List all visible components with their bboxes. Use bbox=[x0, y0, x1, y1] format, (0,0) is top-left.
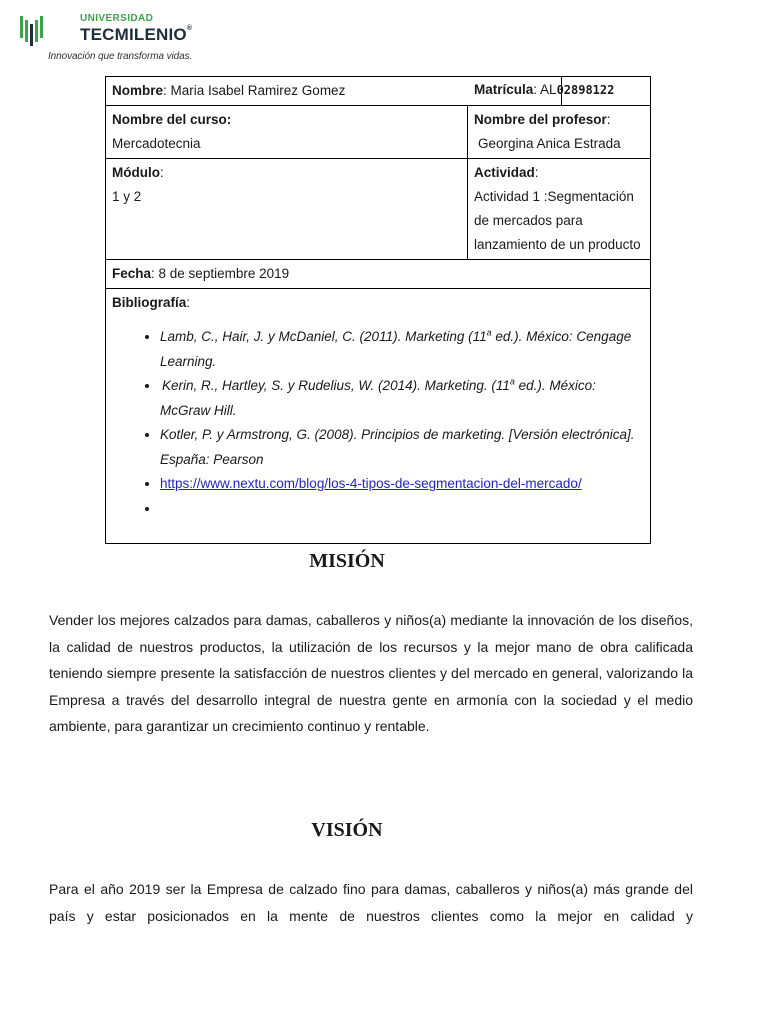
row-curso bbox=[106, 106, 651, 159]
modulo-value: 1 y 2 bbox=[112, 189, 142, 204]
bib-item-text: Lamb, C., Hair, J. y McDaniel, C. (2011). Marketing (11 bbox=[160, 329, 487, 344]
bibliography-list bbox=[112, 325, 644, 521]
bib-item-text: Kerin, R., Hartley, S. y Rudelius, W. (2014). Marketing. (11 bbox=[162, 378, 510, 393]
mision-title: MISIÓN bbox=[309, 550, 385, 572]
vision-title: VISIÓN bbox=[311, 819, 383, 841]
bib-item-2 bbox=[160, 423, 644, 472]
bib-item-text-end: ed.). México: Cengage Learning. bbox=[160, 329, 632, 369]
modulo-label: Módulo bbox=[112, 165, 160, 180]
row-bibliografia bbox=[106, 289, 651, 544]
cell-actividad bbox=[468, 159, 651, 260]
vision-text: Para el año 2019 ser la Empresa de calzado fino para damas, caballeros y niños(a) más grande del país y estar posicionados en la mente de nuestros clientes como la mejor en calidad y bbox=[49, 881, 693, 924]
bib-item-empty bbox=[160, 497, 644, 522]
profesor-value: Georgina Anica Estrada bbox=[478, 136, 621, 151]
bib-item-link bbox=[160, 472, 644, 497]
actividad-label: Actividad bbox=[474, 165, 535, 180]
bibliografia-colon: : bbox=[186, 295, 191, 310]
matricula-field bbox=[474, 78, 614, 102]
nombre-label: Nombre bbox=[112, 83, 164, 98]
bibliografia-label: Bibliografía bbox=[112, 295, 187, 310]
nombre-value: : Maria Isabel Ramirez Gomez bbox=[163, 83, 346, 98]
profesor-colon: : bbox=[606, 112, 611, 127]
fecha-label: Fecha bbox=[112, 266, 152, 281]
cell-bibliografia bbox=[106, 289, 651, 544]
logo-registered-mark: ® bbox=[186, 25, 193, 32]
matricula-label: Matrícula bbox=[474, 82, 534, 97]
mision-text: Vender los mejores calzados para damas, caballeros y niños(a) mediante la innovación de los diseños, la calidad de nuestros productos, la utilización de los recursos y la mejor mano de obra calificada teniendo siempre presente la satisfacción de nuestros clientes y del mercado en general, valorizando la Empresa a través del desarrollo integral de nuestra gente en armonía con la sociedad y el medio ambiente, para garantizar un crecimiento continuo y rentable. bbox=[49, 612, 693, 735]
university-logo bbox=[20, 10, 220, 66]
cell-fecha bbox=[106, 260, 651, 289]
modulo-colon: : bbox=[159, 165, 164, 180]
bib-item-text-end: ed.). México: McGraw Hill. bbox=[160, 378, 596, 418]
cell-modulo bbox=[106, 159, 468, 260]
fecha-value: : 8 de septiembre 2019 bbox=[151, 266, 290, 281]
bib-item-1 bbox=[160, 374, 644, 423]
actividad-value: Actividad 1 :Segmentación de mercados para lanzamiento de un producto bbox=[474, 189, 641, 252]
logo-university-text: UNIVERSIDAD bbox=[80, 13, 154, 24]
matricula-value: 02898122 bbox=[556, 83, 615, 97]
matricula-sep: : AL bbox=[533, 82, 557, 97]
cell-curso bbox=[106, 106, 468, 159]
curso-label: Nombre del curso: bbox=[112, 112, 232, 127]
actividad-colon: : bbox=[534, 165, 539, 180]
tecmilenio-logo-icon bbox=[20, 12, 46, 46]
student-info-table bbox=[105, 76, 651, 544]
curso-value: Mercadotecnia bbox=[112, 136, 201, 151]
bib-item-text: Kotler, P. y Armstrong, G. (2008). Principios de marketing. [Versión electrónica]. España: Pearson bbox=[160, 427, 635, 467]
logo-name: TECMILENIO bbox=[80, 25, 187, 44]
bib-item-0 bbox=[160, 325, 644, 374]
profesor-label: Nombre del profesor bbox=[474, 112, 607, 127]
logo-tagline: Innovación que transforma vidas. bbox=[48, 51, 193, 62]
cell-profesor bbox=[468, 106, 651, 159]
row-modulo bbox=[106, 159, 651, 260]
row-fecha bbox=[106, 260, 651, 289]
logo-name-text bbox=[80, 25, 192, 45]
bib-item-sup: a bbox=[486, 327, 492, 338]
bib-item-sup: a bbox=[509, 376, 515, 387]
bibliography-link[interactable]: https://www.nextu.com/blog/los-4-tipos-de-segmentacion-del-mercado/ bbox=[160, 476, 582, 491]
